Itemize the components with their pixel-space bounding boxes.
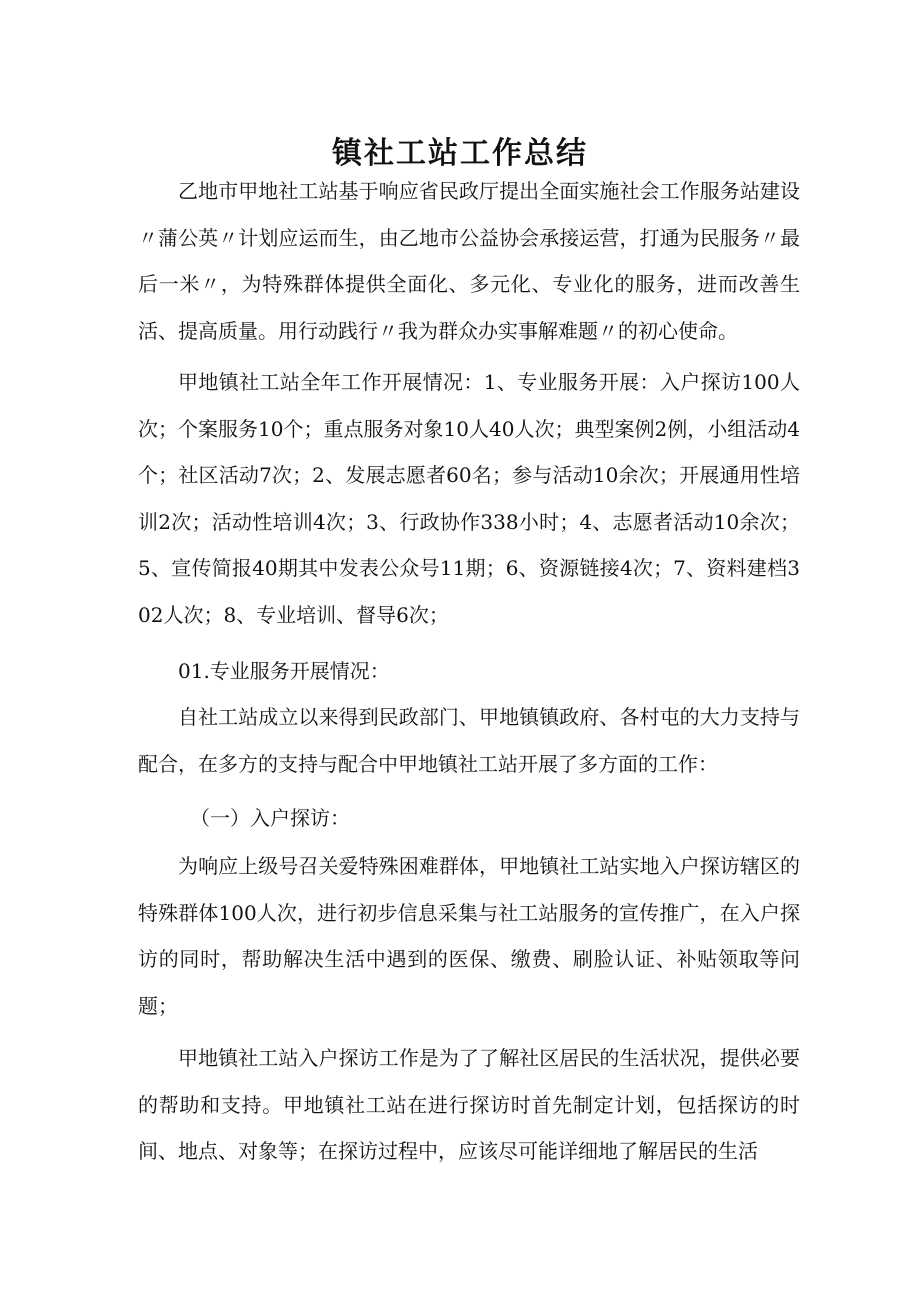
paragraph-support-overview: 自社工站成立以来得到民政部门、甲地镇镇政府、各村屯的大力支持与配合，在多方的支持与配合中甲地镇社工站开展了多方面的工作： [138, 705, 800, 776]
paragraph-home-visits-detail: 为响应上级号召关爱特殊困难群体，甲地镇社工站实地入户探访辖区的特殊群体100人次，进行初步信息采集与社工站服务的宣传推广，在入户探访的同时，帮助解决生活中遇到的医保、缴费、刷脸认证、补贴领取等问题； [138, 854, 800, 1018]
paragraph-annual-summary: 甲地镇社工站全年工作开展情况：1、专业服务开展：入户探访100人次；个案服务10个；重点服务对象10人40人次；典型案例2例，小组活动4个；社区活动7次；2、发展志愿者60名；参与活动10余次；开展通用性培训2次；活动性培训4次；3、行政协作338小时；4、志愿者活动10余次；5、宣传简报40期其中发表公众号11期；6、资源链接4次；7、资料建档302人次；8、专业培训、督导6次； [138, 370, 800, 627]
subsection-heading-home-visits: （一）入户探访： [190, 806, 350, 830]
paragraph-introduction: 乙地市甲地社工站基于响应省民政厅提出全面实施社会工作服务站建设〃蒲公英〃计划应运而生，由乙地市公益协会承接运营，打通为民服务〃最后一米〃，为特殊群体提供全面化、多元化、专业化的服务，进而改善生活、提高质量。用行动践行〃我为群众办实事解难题〃的初心使命。 [138, 179, 800, 343]
section-heading-professional-services: 01.专业服务开展情况： [178, 659, 390, 683]
document-title: 镇社工站工作总结 [332, 136, 588, 172]
paragraph-home-visits-purpose: 甲地镇社工站入户探访工作是为了了解社区居民的生活状况，提供必要的帮助和支持。甲地镇社工站在进行探访时首先制定计划，包括探访的时间、地点、对象等；在探访过程中，应该尽可能详细地了解居民的生活 [138, 1046, 800, 1163]
